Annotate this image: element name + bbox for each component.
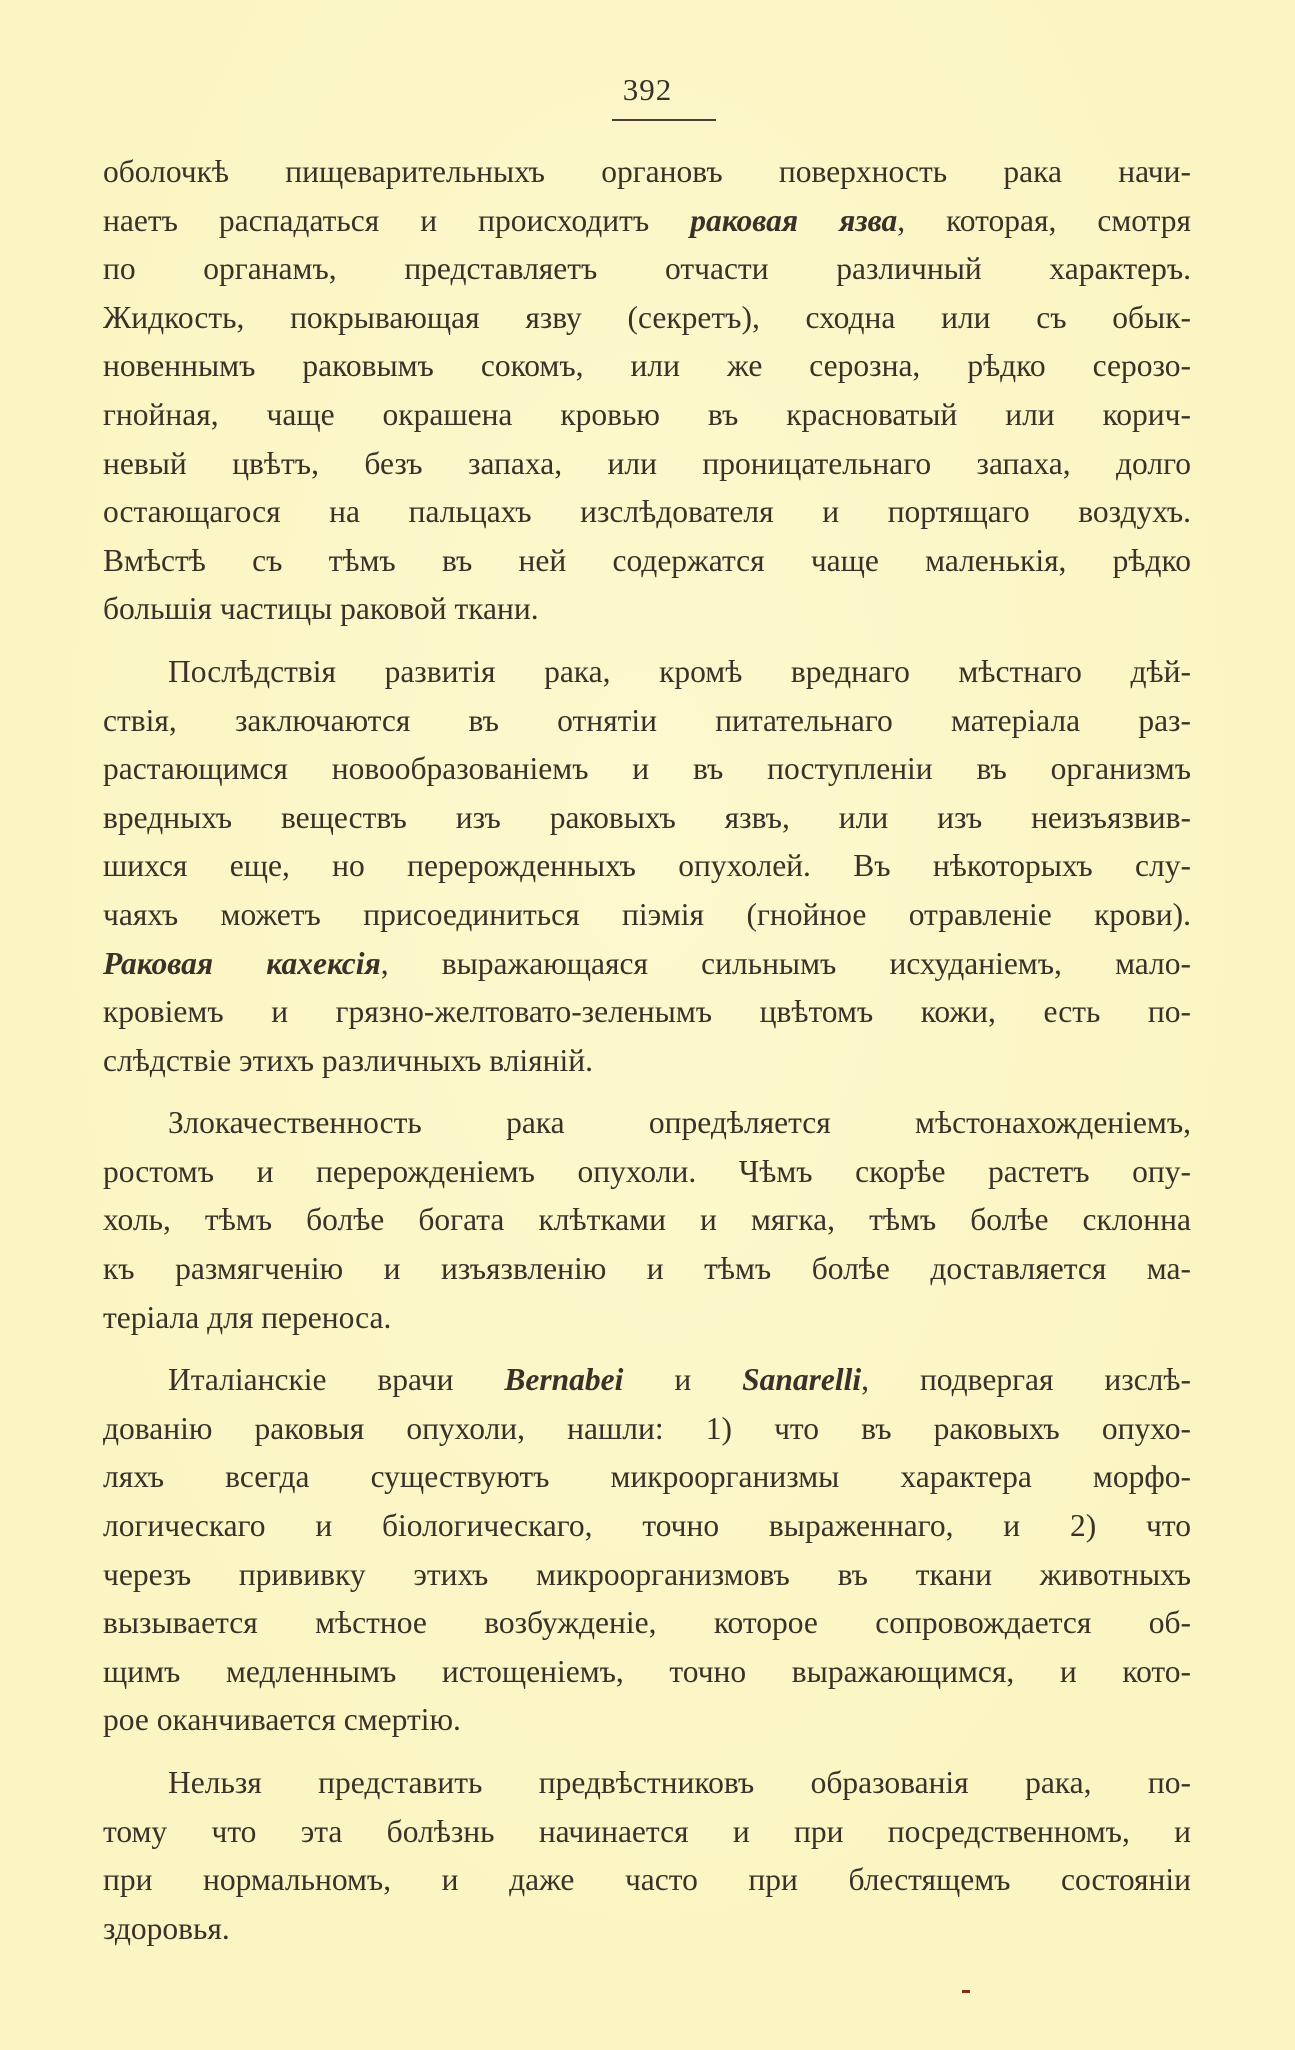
text-line: Вмѣстѣ съ тѣмъ въ ней содержатся чаще маленькія, рѣдко [103,542,1191,578]
paragraph [103,1099,1191,1342]
text-line: Послѣдствія развитія рака, кромѣ вреднаго мѣстнаго дѣй- [168,653,1191,689]
text-line: Злокачественность рака опредѣляется мѣстонахожденіемъ, [168,1105,1191,1141]
text-line: по органамъ, представляетъ отчасти различный характеръ. [103,251,1191,287]
text-line: щимъ медленнымъ истощеніемъ, точно выражающимся, и кото- [103,1653,1191,1689]
text-line: при нормальномъ, и даже часто при блестящемъ состояніи [103,1862,1191,1898]
paragraph [103,1356,1191,1745]
paragraph [103,1759,1191,1953]
text-line: вредныхъ веществъ изъ раковыхъ язвъ, или изъ неизъязвив- [103,799,1191,835]
text-line: Жидкость, покрывающая язву (секретъ), сходна или съ обык- [103,299,1191,335]
emphasized-term: Sanarelli [742,1362,862,1398]
text-line: къ размягченію и изъязвленію и тѣмъ болѣе доставляется ма- [103,1251,1191,1287]
text-line: ростомъ и перерожденіемъ опухоли. Чѣмъ скорѣе растетъ опу- [103,1153,1191,1189]
page-number: 392 [622,72,673,107]
text-line: ствія, заключаются въ отнятіи питательнаго матеріала раз- [103,702,1191,738]
text-line: Италіанскіе врачи Bernabei и Sanarelli, подвергая изслѣ- [168,1362,1191,1398]
text-line: дованію раковыя опухоли, нашли: 1) что въ раковыхъ опухо- [103,1410,1191,1446]
text-line: кровіемъ и грязно-желтовато-зеленымъ цвѣтомъ кожи, есть по- [103,994,1191,1030]
text-line: вызывается мѣстное возбужденіе, которое сопровождается об- [103,1605,1191,1641]
text-line: новеннымъ раковымъ сокомъ, или же серозна, рѣдко серозо- [103,348,1191,384]
paragraph [103,148,1191,634]
emphasized-term: раковая язва [690,202,898,238]
text-line: холь, тѣмъ болѣе богата клѣтками и мягка, тѣмъ болѣе склонна [103,1202,1191,1238]
text-line: растающимся новообразованіемъ и въ поступленіи въ организмъ [103,751,1191,787]
text-line: большія частицы раковой ткани. [103,591,539,627]
text-line: Раковая кахексія, выражающаяся сильнымъ исхуданіемъ, мало- [103,945,1191,981]
paragraph [103,648,1191,1085]
paragraph-gap [103,1342,1191,1356]
paragraph-gap [103,1745,1191,1759]
text-line: шихся еще, но перерожденныхъ опухолей. Въ нѣкоторыхъ слу- [103,848,1191,884]
page-number-rule [612,119,716,121]
body-text [103,148,1191,1953]
text-line: оболочкѣ пищеварительныхъ органовъ поверхность рака начи- [103,154,1191,189]
margin-mark [962,1990,970,1993]
text-line: ляхъ всегда существуютъ микроорганизмы характера морфо- [103,1459,1191,1495]
paragraph-gap [103,1085,1191,1099]
text-line: гнойная, чаще окрашена кровью въ красноватый или корич- [103,396,1191,432]
text-line: логическаго и біологическаго, точно выраженнаго, и 2) что [103,1508,1191,1544]
text-line: черезъ прививку этихъ микроорганизмовъ въ ткани животныхъ [103,1556,1191,1592]
text-line: здоровья. [103,1910,230,1946]
text-line: слѣдствіе этихъ различныхъ вліяній. [103,1042,594,1078]
text-line: наетъ распадаться и происходитъ раковая язва, которая, смотря [103,202,1191,238]
text-line: чаяхъ можетъ присоединиться піэмія (гнойное отравленіе крови). [103,896,1191,932]
text-line: тому что эта болѣзнь начинается и при посредственномъ, и [103,1813,1191,1849]
text-line: теріала для переноса. [103,1299,392,1335]
text-line: невый цвѣтъ, безъ запаха, или проницательнаго запаха, долго [103,445,1191,481]
text-line: рое оканчивается смертію. [103,1702,461,1738]
emphasized-term: Раковая кахексія [103,945,381,981]
text-line: Нельзя представить предвѣстниковъ образованія рака, по- [168,1765,1191,1800]
paragraph-gap [103,634,1191,648]
emphasized-term: Bernabei [504,1362,624,1398]
text-line: остающагося на пальцахъ изслѣдователя и портящаго воздухъ. [103,494,1191,530]
